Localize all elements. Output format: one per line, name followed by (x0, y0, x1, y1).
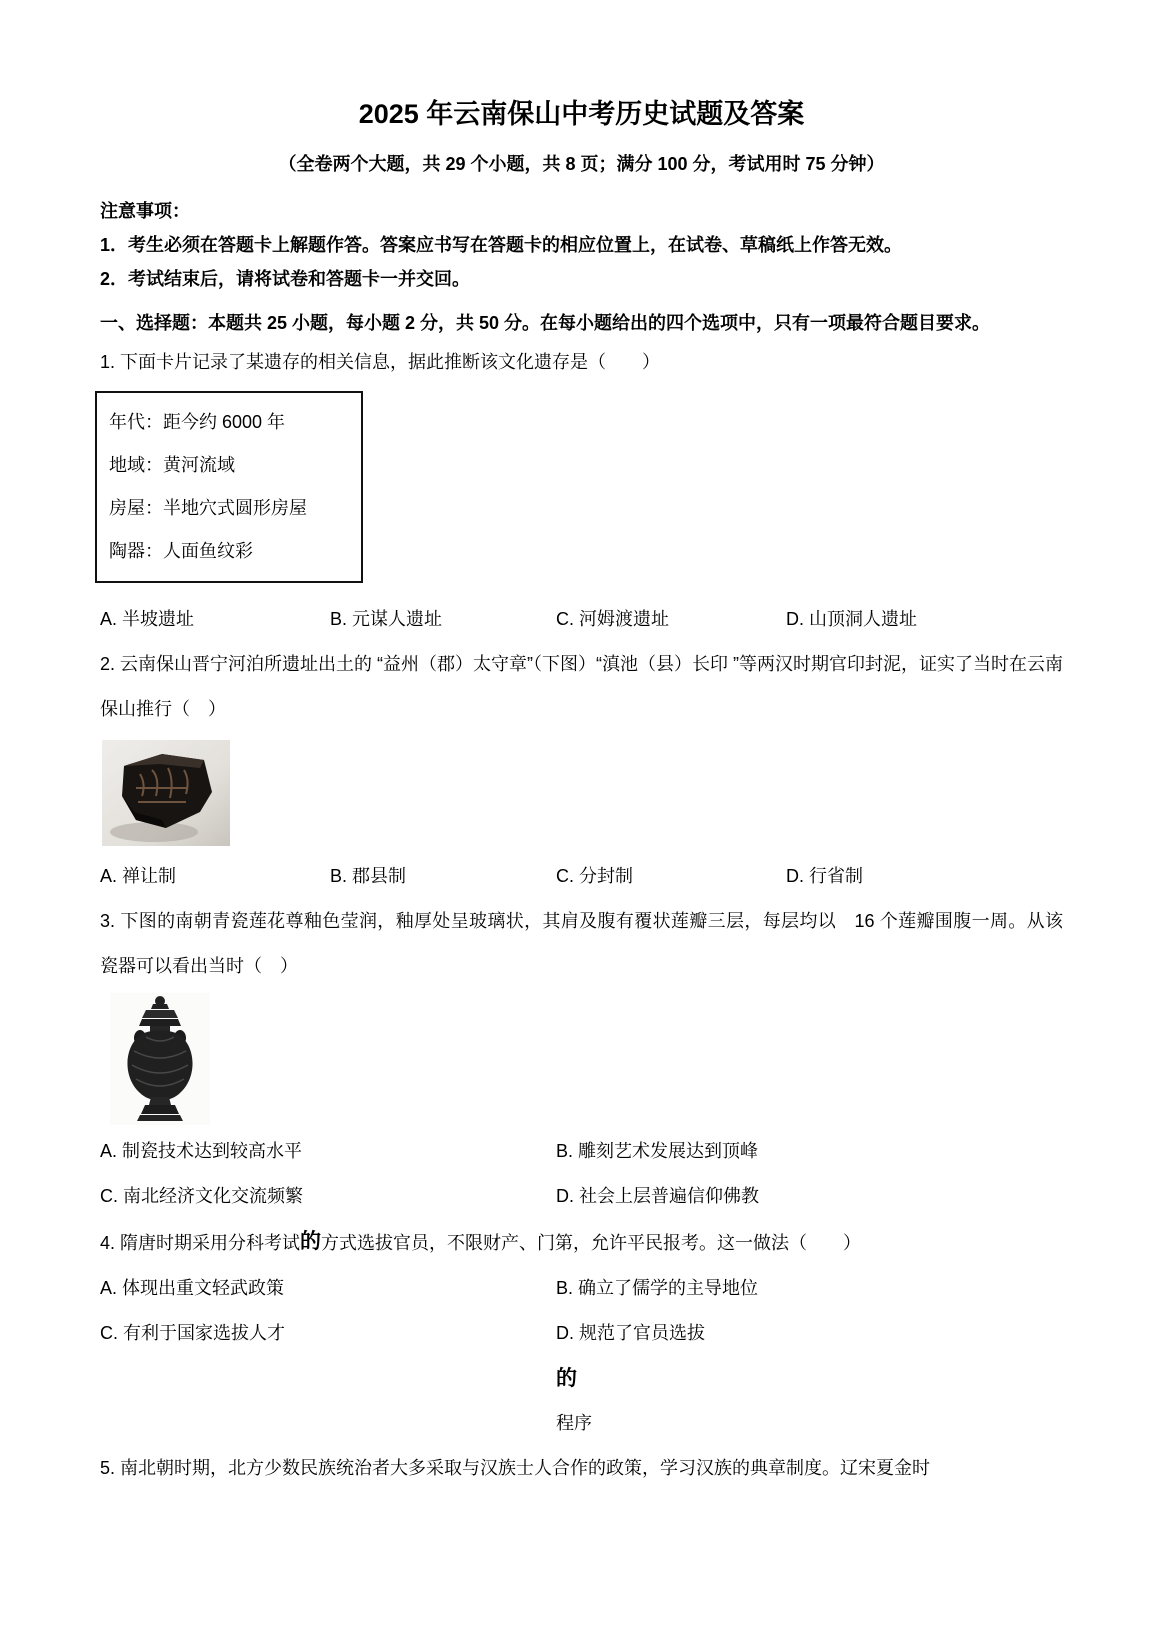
question-3-option-c: C. 南北经济文化交流频繁 (100, 1186, 303, 1206)
vase-photo-svg (110, 993, 210, 1125)
question-1-option-a: A. 半坡遗址 (100, 609, 195, 629)
question-4-stem-text-2: 方式选拔官员，不限财产、门第，允许平民报考。这一做法（ ） (321, 1233, 862, 1253)
exam-meta-line: （全卷两个大题，共 29 个小题，共 8 页；满分 100 分，考试用时 75 分钟） (278, 154, 885, 174)
card-line-region: 地域：黄河流域 (109, 455, 235, 475)
notice-heading: 注意事项： (100, 201, 190, 221)
question-3-option-a: A. 制瓷技术达到较高水平 (100, 1141, 303, 1161)
question-4-option-d-emphasis: 的 (556, 1367, 577, 1390)
question-3-options-row-1 (100, 1129, 1063, 1174)
card-line-pottery: 陶器：人面鱼纹彩 (109, 541, 253, 561)
question-3-options-row-2 (100, 1174, 1063, 1219)
question-1-option-c: C. 河姆渡遗址 (556, 609, 670, 629)
question-5-stem: 5. 南北朝时期，北方少数民族统治者大多采取与汉族士人合作的政策，学习汉族的典章制度。辽宋夏金时 (100, 1458, 931, 1478)
question-2-stem: 2. 云南保山晋宁河泊所遗址出土的 “益州（郡）太守章”（下图）“滇池（县）长印 ”等两汉时期官印封泥，证实了当时在云南保山推行（ ） (100, 654, 1063, 719)
question-1-option-d: D. 山顶洞人遗址 (786, 609, 918, 629)
question-1-stem: 1. 下面卡片记录了某遗存的相关信息，据此推断该文化遗存是（ ） (100, 352, 661, 372)
notice-item-2: 2．考试结束后，请将试卷和答题卡一并交回。 (100, 269, 471, 289)
question-2-option-d: D. 行省制 (786, 866, 864, 886)
question-4-stem-emphasis: 的 (300, 1230, 322, 1253)
question-1-info-card (95, 391, 363, 583)
question-1-option-b: B. 元谋人遗址 (330, 609, 443, 629)
question-4-stem (100, 1219, 1063, 1266)
question-4-option-d-text-1: D. 规范了官员选拔 (556, 1323, 706, 1343)
vase-image (110, 993, 210, 1125)
question-3-option-d: D. 社会上层普遍信仰佛教 (556, 1186, 759, 1206)
question-2-option-c: C. 分封制 (556, 866, 634, 886)
question-4-option-a: A. 体现出重文轻武政策 (100, 1278, 285, 1298)
question-3-option-b: B. 雕刻艺术发展达到顶峰 (556, 1141, 759, 1161)
seal-photo-svg (102, 740, 230, 846)
question-4-option-d (556, 1311, 1063, 1446)
seal-image (102, 740, 230, 846)
question-4-options-row-2 (100, 1311, 1063, 1446)
card-line-era: 年代：距今约 6000 年 (109, 412, 286, 432)
card-line-house: 房屋：半地穴式圆形房屋 (109, 498, 307, 518)
question-4-option-b: B. 确立了儒学的主导地位 (556, 1278, 759, 1298)
notice-item-1: 1．考生必须在答题卡上解题作答。答案应书写在答题卡的相应位置上，在试卷、草稿纸上作答无效。 (100, 235, 903, 255)
question-3-stem: 3. 下图的南朝青瓷莲花尊釉色莹润，釉厚处呈玻璃状，其肩及腹有覆状莲瓣三层，每层均以 16 个莲瓣围腹一周。从该瓷器可以看出当时（ ） (100, 911, 1063, 976)
page-title: 2025 年云南保山中考历史试题及答案 (358, 99, 805, 129)
question-2-option-a: A. 禅让制 (100, 866, 177, 886)
question-4-options-row-1 (100, 1266, 1063, 1311)
question-4-stem-text-1: 4. 隋唐时期采用分科考试 (100, 1233, 301, 1253)
question-1-options (100, 597, 1063, 642)
question-2-options (100, 854, 1063, 899)
question-2-option-b: B. 郡县制 (330, 866, 407, 886)
question-4-option-d-text-2: 程序 (556, 1413, 592, 1433)
question-4-option-c: C. 有利于国家选拔人才 (100, 1323, 286, 1343)
section-1-heading: 一、选择题：本题共 25 小题，每小题 2 分，共 50 分。在每小题给出的四个选项中，只有一项最符合题目要求。 (100, 313, 991, 333)
